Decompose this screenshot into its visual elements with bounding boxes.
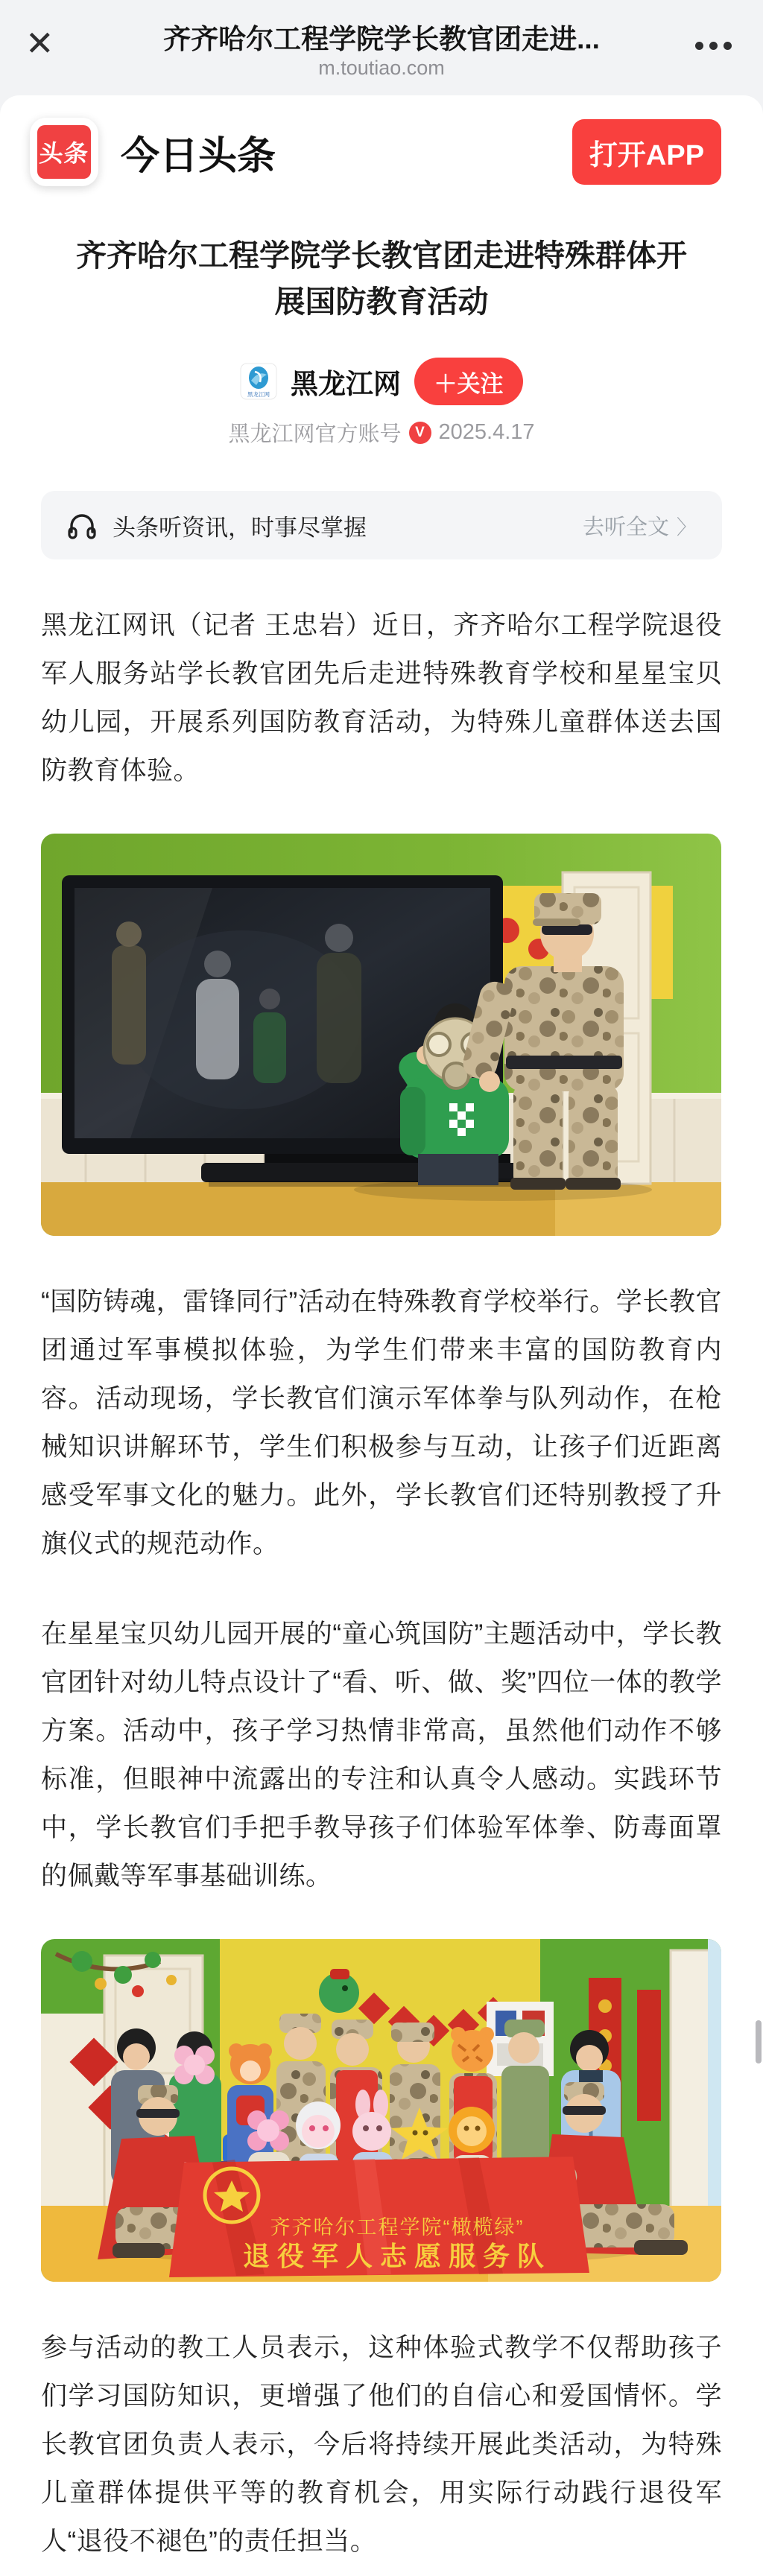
paragraph-4: 参与活动的教工人员表示，这种体验式教学不仅帮助孩子们学习国防知识，更增强了他们的自信心和爱国情怀。学长教官团负责人表示，今后将持续开展此类活动，为特殊儿童群体提供平等的教育机会，用实际行动践行退役军人“退役不褪色”的责任担当。 [41,2333,722,2556]
close-icon[interactable]: ✕ [25,24,54,63]
page-url: m.toutiao.com [318,57,445,79]
audio-listen-bar[interactable] [41,491,722,559]
scrollbar-thumb[interactable] [756,2020,762,2063]
svg-text:黑龙江网: 黑龙江网 [247,391,270,398]
article-photo-1[interactable] [41,834,721,1236]
more-menu-icon[interactable] [695,42,732,50]
publish-date: 2025.4.17 [438,420,535,444]
article-title: 齐齐哈尔工程学院学长教官团走进特殊群体开展国防教育活动 [76,238,687,319]
photo2-banner [169,2157,589,2277]
verified-badge-icon: V [409,422,431,444]
content-sheet [0,95,763,2576]
paragraph-2: “国防铸魂，雷锋同行”活动在特殊教育学校举行。学长教官团通过军事模拟体验，为学生们带来丰富的国防教育内容。活动现场，学长教官们演示军体拳与队列动作，在枪械知识讲解环节，学生们积极参与互动，让孩子们近距离感受军事文化的魅力。此外，学长教官们还特别教授了升旗仪式的规范动作。 [41,1287,722,1558]
audio-slogan: 头条听资讯，时事尽掌握 [113,514,367,541]
app-header [0,95,763,186]
browser-bar [0,0,763,95]
article-photo-2[interactable] [41,1939,721,2282]
headphones-icon [66,510,98,541]
chevron-right-icon: 〉 [677,515,697,539]
account-label: 黑龙江网官方账号 [228,422,402,446]
page-title-truncated: 齐齐哈尔工程学院学长教官团走进... [163,24,600,54]
author-meta-row [0,417,763,448]
banner-line-1: 齐齐哈尔工程学院“橄榄绿” [270,2216,525,2239]
paragraph-1: 黑龙江网讯（记者 王忠岩）近日，齐齐哈尔工程学院退役军人服务站学长教官团先后走进特殊教育学校和星星宝贝幼儿园，开展系列国防教育活动，为特殊儿童群体送去国防教育体验。 [41,611,722,785]
author-avatar[interactable] [240,363,277,400]
open-app-button[interactable]: 打开APP [572,119,721,185]
paragraph-3: 在星星宝贝幼儿园开展的“童心筑国防”主题活动中，学长教官团针对幼儿特点设计了“看、听、做、奖”四位一体的教学方案。活动中，孩子学习热情非常高，虽然他们动作不够标准，但眼神中流露出的专注和认真令人感动。实践环节中，学长教官们手把手教导孩子们体验军体拳、防毒面罩的佩戴等军事基础训练。 [41,1619,722,1891]
audio-left [66,509,367,542]
toutiao-logo-text: 头条 [38,140,90,167]
app-name: 今日头条 [121,134,276,178]
banner-line-2: 退役军人志愿服务队 [242,2241,552,2271]
follow-button[interactable]: ＋关注 [414,358,523,405]
toutiao-logo-icon[interactable] [30,118,98,186]
author-row [0,358,763,405]
listen-full-text-link[interactable]: 去听全文 〉 [583,510,697,541]
author-name[interactable]: 黑龙江网 [291,369,401,399]
